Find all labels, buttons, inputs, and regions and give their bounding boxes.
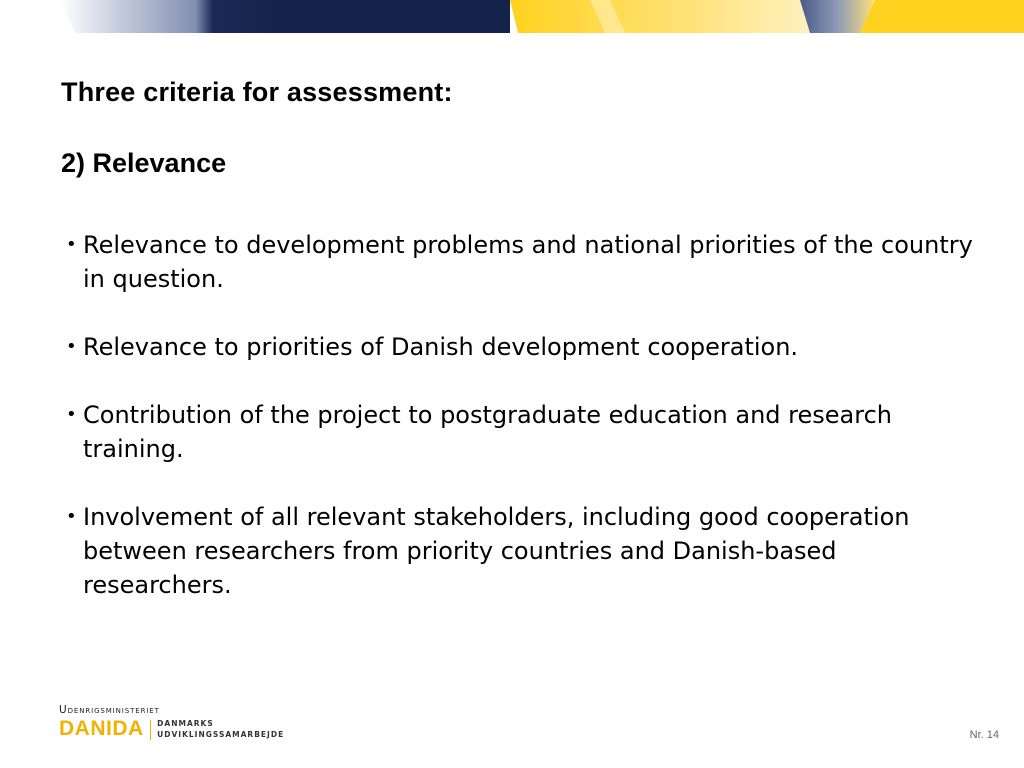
- brand-subtitle: [157, 719, 284, 740]
- bullet-item: [66, 398, 981, 466]
- danida-logo: [59, 704, 284, 740]
- brand-subtitle-line1: DANMARKS: [157, 719, 214, 728]
- bullet-list: [66, 228, 981, 636]
- title-block: [61, 74, 453, 181]
- slide-subtitle: 2) Relevance: [61, 148, 227, 178]
- bullet-item: [66, 228, 981, 296]
- bullet-item: [66, 330, 981, 364]
- header-banner: [0, 0, 1024, 33]
- bullet-text: Relevance to development problems and national priorities of the country in question.: [83, 231, 973, 293]
- bullet-icon: •: [66, 336, 77, 357]
- bullet-text: Contribution of the project to postgraduate education and research training.: [83, 401, 892, 463]
- bullet-icon: •: [66, 506, 77, 527]
- logo-row: [59, 718, 284, 740]
- bullet-text: Relevance to priorities of Danish development cooperation.: [83, 333, 799, 361]
- bullet-icon: •: [66, 234, 77, 255]
- slide-title: Three criteria for assessment:: [61, 77, 453, 107]
- brand-name: DANIDA: [59, 717, 144, 740]
- ministry-name: Udenrigsministeriet: [59, 704, 160, 716]
- bullet-item: [66, 500, 981, 602]
- bullet-text: Involvement of all relevant stakeholders, including good cooperation between researchers from priority countries and Danish-based researchers.: [83, 503, 910, 599]
- bullet-icon: •: [66, 404, 77, 425]
- logo-divider: [150, 720, 152, 740]
- page-number: Nr. 14: [969, 729, 999, 741]
- brand-subtitle-line2: UDVIKLINGSSAMARBEJDE: [157, 729, 285, 739]
